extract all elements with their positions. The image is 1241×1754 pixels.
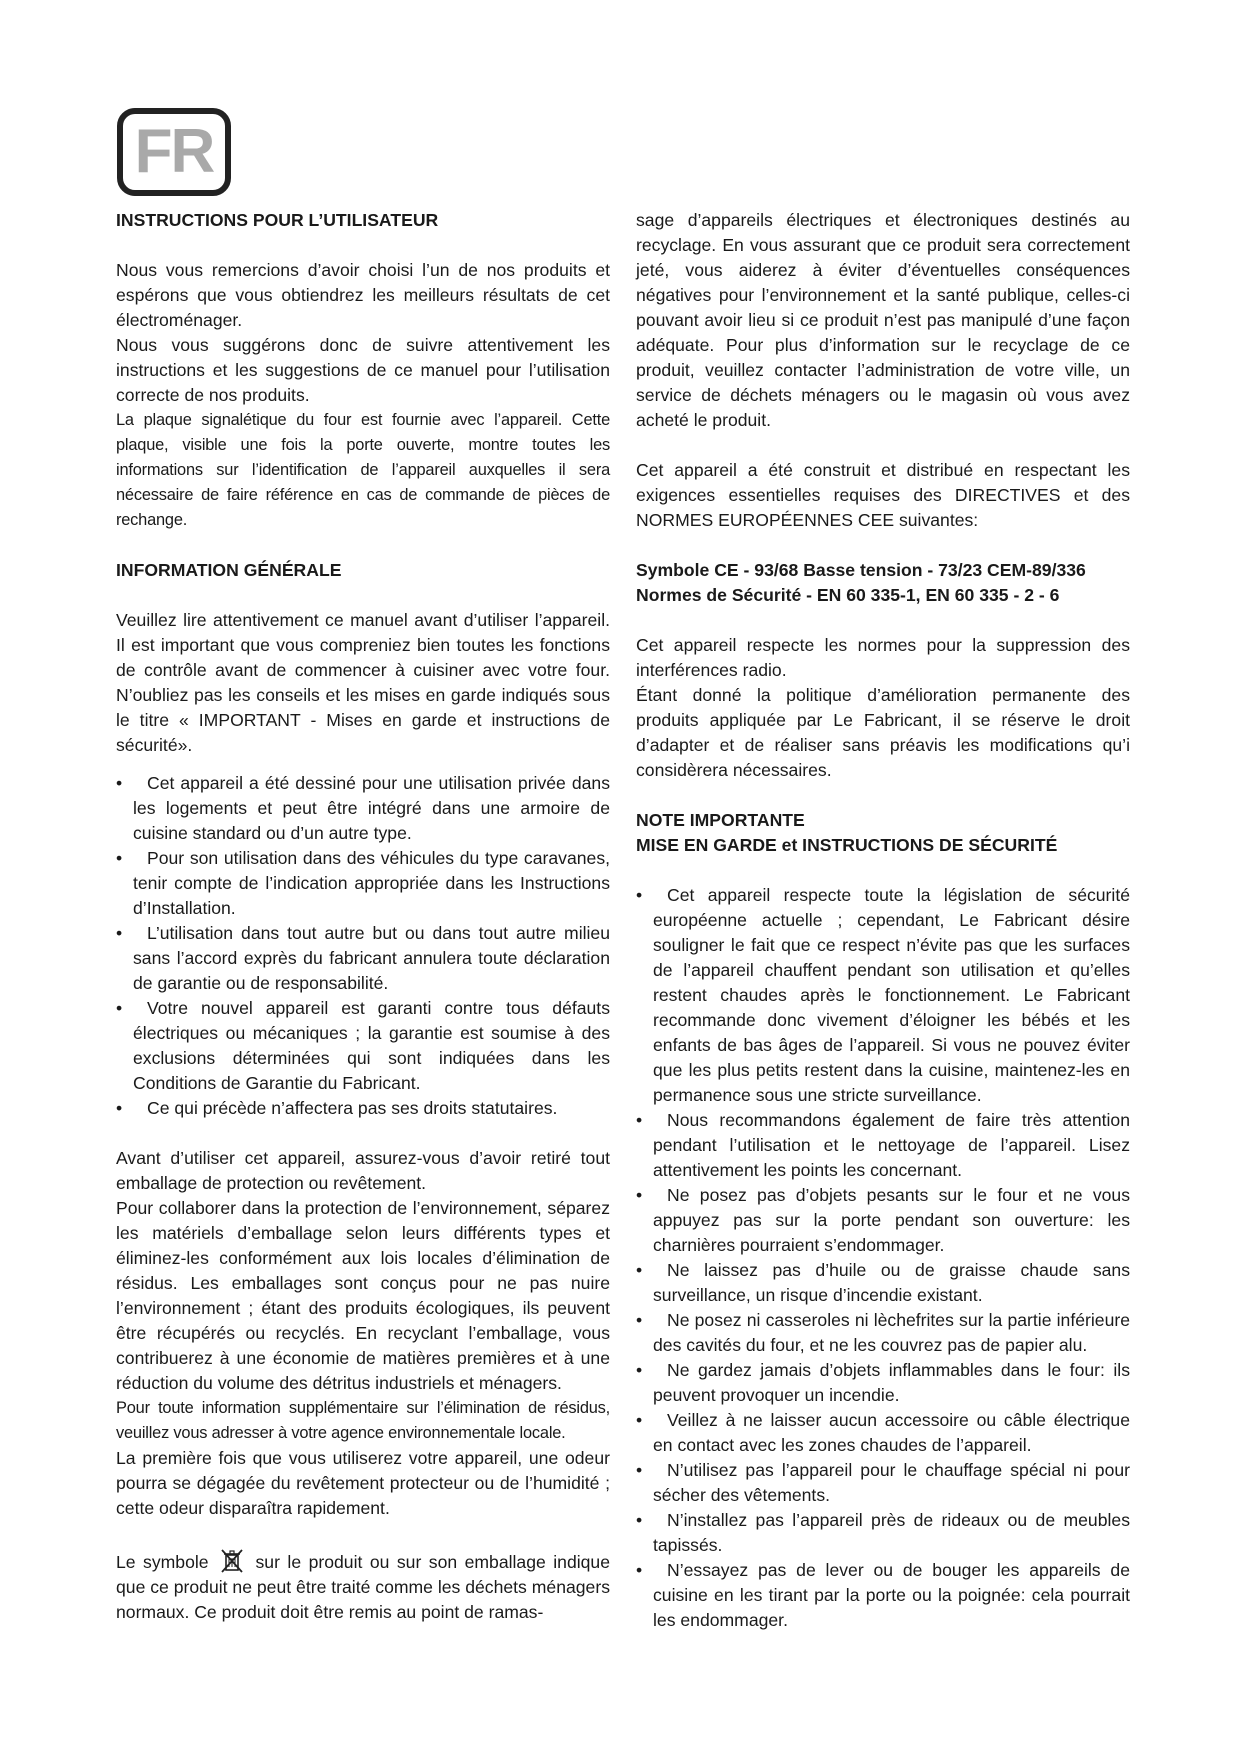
safety-norms-line: Normes de Sécurité - EN 60 335-1, EN 60 335 - 2 - 6: [636, 585, 1060, 605]
heading-safety: MISE EN GARDE et INSTRUCTIONS DE SÉCURITÉ: [636, 835, 1058, 855]
general-bullet-list: [116, 771, 610, 1121]
packaging-paragraph-3: Pour toute information supplémentaire sur l’élimination de résidus, veuillez vous adresser à votre agence environnementale locale.: [116, 1399, 610, 1442]
list-item: • Veillez à ne laisser aucun accessoire ou câble électrique en contact avec les zones chaudes de l’appareil.: [636, 1408, 1130, 1458]
policy-paragraph: Étant donné la politique d’amélioration permanente des produits appliquée par Le Fabricant, il se réserve le droit d’adapter et de réaliser sans préavis les modifications qu’i considèrera nécessaires.: [636, 685, 1130, 780]
list-item: • Ne posez ni casseroles ni lèchefrites sur la partie inférieure des cavités du four, et ne les couvrez pas de papier alu.: [636, 1308, 1130, 1358]
packaging-paragraph-4: La première fois que vous utiliserez votre appareil, une odeur pourra se dégagée du revêtement protecteur ou de l’humidité ; cette odeur disparaîtra rapidement.: [116, 1448, 610, 1518]
recycling-paragraph: sage d’appareils électriques et électroniques destinés au recyclage. En vous assurant que ce produit sera correctement jeté, vous aiderez à éviter d’éventuelles conséquences négatives pour l’environnement et la santé publique, celles-ci pouvant avoir lieu si ce produit n’est pas manipulé d’une façon adéquate. Pour plus d’information sur le recyclage de ce produit, veuillez contacter l’administration de votre ville, un service de déchets ménagers ou le magasin où vous avez acheté le produit.: [636, 210, 1130, 430]
heading-note: NOTE IMPORTANTE: [636, 810, 805, 830]
list-item: • N’utilisez pas l’appareil pour le chauffage spécial ni pour sécher des vêtements.: [636, 1458, 1130, 1508]
general-paragraph: Veuillez lire attentivement ce manuel avant d’utiliser l’appareil. Il est important que vous compreniez bien toutes les fonctions de contrôle avant de commencer à cuisiner avec votre four. N’oubliez pas les conseils et les mises en garde indiqués sous le titre « IMPORTANT - Mises en garde et instructions de sécurité».: [116, 610, 610, 755]
heading-instructions: INSTRUCTIONS POUR L’UTILISATEUR: [116, 210, 439, 230]
list-item: • Votre nouvel appareil est garanti contre tous défauts électriques ou mécaniques ; la garantie est soumise à des exclusions déterminées qui sont indiquées dans les Conditions de Garantie du Fabricant.: [116, 996, 610, 1096]
right-column: [636, 208, 1130, 1633]
list-item: • Ne laissez pas d’huile ou de graisse chaude sans surveillance, un risque d’incendie existant.: [636, 1258, 1130, 1308]
list-item: • N’essayez pas de lever ou de bouger les appareils de cuisine en les tirant par la porte ou la poignée: cela pourrait les endommager.: [636, 1558, 1130, 1633]
intro-paragraph-1: Nous vous remercions d’avoir choisi l’un de nos produits et espérons que vous obtiendrez les meilleurs résultats de cet électroménager.: [116, 260, 610, 330]
left-column: [116, 208, 610, 1625]
heading-general: INFORMATION GÉNÉRALE: [116, 560, 342, 580]
packaging-paragraph-2: Pour collaborer dans la protection de l’environnement, séparez les matériels d’emballage selon leurs différents types et éliminez-les conformément aux lois locales d’élimination de résidus. Les emballages sont conçus pour ne pas nuire l’environnement ; étant des produits écologiques, ils peuvent être récupérés ou recyclés. En recyclant l’emballage, vous contribuerez à une économie de matières premières et à une réduction du volume des détritus industriels et ménagers.: [116, 1198, 610, 1393]
directives-paragraph: Cet appareil a été construit et distribué en respectant les exigences essentielles requises des DIRECTIVES et des NORMES EUROPÉENNES CEE suivantes:: [636, 460, 1130, 530]
list-item: • Cet appareil respecte toute la législation de sécurité européenne actuelle ; cependant, Le Fabricant désire souligner le fait que ce respect n’évite pas que les surfaces de l’appareil chauffent pendant son utilisation et qu’elles restent chaudes après le fonctionnement. Le Fabricant recommande donc vivement d’éloigner les bébés et les enfants de bas âges de l’appareil. Si vous ne pouvez éviter que les plus petits restent dans la cuisine, maintenez-les en permanence sous une stricte surveillance.: [636, 883, 1130, 1108]
list-item: • Ce qui précède n’affectera pas ses droits statutaires.: [116, 1096, 610, 1121]
language-badge: [117, 108, 231, 196]
list-item: • N’installez pas l’appareil près de rideaux ou de meubles tapissés.: [636, 1508, 1130, 1558]
list-item: • Nous recommandons également de faire très attention pendant l’utilisation et le nettoyage de l’appareil. Lisez attentivement les points les concernant.: [636, 1108, 1130, 1183]
packaging-paragraph-1: Avant d’utiliser cet appareil, assurez-vous d’avoir retiré tout emballage de protection ou revêtement.: [116, 1148, 610, 1193]
radio-paragraph: Cet appareil respecte les normes pour la suppression des interférences radio.: [636, 635, 1130, 680]
weee-symbol-paragraph: Le symbole sur le produit ou sur son emballage indique que ce produit ne peut être traité comme les déchets ménagers normaux. Ce produit doit être remis au point de ramas-: [116, 1546, 610, 1625]
ce-symbol-line: Symbole CE - 93/68 Basse tension - 73/23 CEM-89/336: [636, 560, 1086, 580]
intro-paragraph-2: Nous vous suggérons donc de suivre attentivement les instructions et les suggestions de ce manuel pour l’utilisation correcte de nos produits.: [116, 335, 610, 405]
list-item: • Cet appareil a été dessiné pour une utilisation privée dans les logements et peut être intégré dans une armoire de cuisine standard ou d’un autre type.: [116, 771, 610, 846]
crossed-bin-icon: [218, 1546, 246, 1574]
language-badge-text: FR: [134, 117, 214, 186]
list-item: • Pour son utilisation dans des véhicules du type caravanes, tenir compte de l’indication appropriée dans les Instructions d’Installation.: [116, 846, 610, 921]
list-item: • L’utilisation dans tout autre but ou dans tout autre milieu sans l’accord exprès du fabricant annulera toute déclaration de garantie ou de responsabilité.: [116, 921, 610, 996]
intro-paragraph-3: La plaque signalétique du four est fournie avec l’appareil. Cette plaque, visible une fois la porte ouverte, montre toutes les informations sur l’identification de l’appareil auxquelles il sera nécessaire de faire référence en cas de commande de pièces de rechange.: [116, 411, 610, 529]
list-item: • Ne posez pas d’objets pesants sur le four et ne vous appuyez pas sur la porte pendant son ouverture: les charnières pourraient s’endommager.: [636, 1183, 1130, 1258]
safety-bullet-list: [636, 883, 1130, 1633]
list-item: • Ne gardez jamais d’objets inflammables dans le four: ils peuvent provoquer un incendie.: [636, 1358, 1130, 1408]
